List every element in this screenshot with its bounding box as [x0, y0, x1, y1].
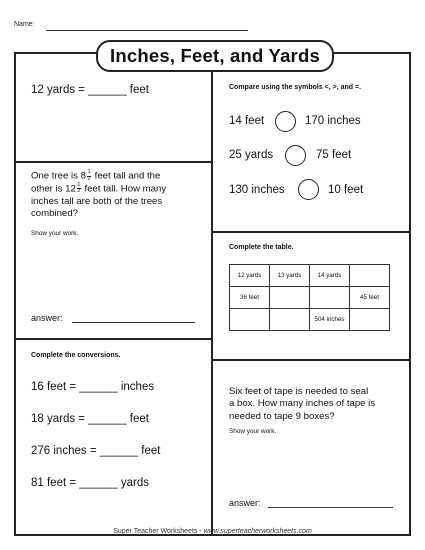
conversions-instruction: Complete the conversions.	[31, 352, 121, 359]
table-cell-blank[interactable]	[350, 265, 390, 287]
tape-show-work: Show your work.	[229, 428, 277, 435]
table-cell-blank[interactable]	[350, 309, 390, 331]
compare-left-3: 130 inches	[229, 184, 285, 196]
tree-fraction-2: $\frac{1}{2}$	[77, 181, 81, 195]
right-divider-1	[211, 231, 411, 233]
compare-right-3: 10 feet	[328, 184, 364, 196]
tree-line4: combined?	[31, 208, 78, 220]
tree-line1-post: feet tall and the	[94, 170, 161, 182]
footer	[0, 528, 425, 535]
table-row	[230, 265, 390, 287]
tree-line2-post: feet tall. How many	[84, 183, 167, 195]
table-cell-blank[interactable]	[270, 287, 310, 309]
name-line[interactable]	[46, 30, 248, 31]
table-cell-blank[interactable]	[310, 287, 350, 309]
table-cell: 504 inches	[310, 309, 350, 331]
compare-circle-2[interactable]	[285, 145, 306, 166]
vertical-divider	[211, 52, 213, 536]
tape-line3: needed to tape 9 boxes?	[229, 410, 335, 422]
table-row	[230, 287, 390, 309]
left-divider-2	[14, 338, 212, 340]
right-divider-2	[211, 359, 411, 361]
tree-fraction-1: $\frac{1}{2}$	[87, 169, 91, 182]
conversion-item-2: 18 yards = ______ feet	[31, 413, 149, 425]
table-cell: 36 feet	[230, 287, 270, 309]
tree-line1-pre: One tree is 8	[31, 170, 86, 182]
tree-line2-pre: other is 12	[31, 183, 76, 195]
tape-answer-label: answer:	[229, 498, 261, 508]
table-cell: 13 yards	[270, 265, 310, 287]
conversion-table	[229, 264, 390, 331]
compare-circle-3[interactable]	[298, 179, 319, 200]
conversion-item-4: 81 feet = ______ yards	[31, 477, 149, 489]
left-divider-1	[14, 161, 212, 163]
table-cell-blank[interactable]	[270, 309, 310, 331]
name-label: Name:	[14, 21, 35, 28]
tape-problem	[229, 386, 407, 423]
table-instruction: Complete the table.	[229, 244, 294, 251]
table-cell: 14 yards	[310, 265, 350, 287]
tape-answer-line[interactable]	[268, 507, 393, 508]
table-cell: 45 feet	[350, 287, 390, 309]
tree-answer-line[interactable]	[72, 322, 195, 323]
tape-line1: Six feet of tape is needed to seal	[229, 386, 369, 397]
page-title: Inches, Feet, and Yards	[96, 40, 334, 72]
tree-problem	[31, 170, 209, 221]
footer-brand: Super Teacher Worksheets -	[113, 528, 204, 535]
table-row	[230, 309, 390, 331]
tree-show-work: Show your work.	[31, 230, 79, 237]
compare-left-2: 25 yards	[229, 149, 274, 161]
tree-line3: inches tall are both of the trees	[31, 195, 163, 207]
compare-right-2: 75 feet	[316, 149, 352, 161]
conversion-item-3: 276 inches = ______ feet	[31, 445, 161, 457]
compare-left-1: 14 feet	[229, 115, 265, 127]
compare-instruction: Compare using the symbols <, >, and =.	[229, 84, 362, 91]
compare-circle-1[interactable]	[275, 111, 296, 132]
tree-answer-label: answer:	[31, 313, 63, 323]
footer-url[interactable]: www.superteacherworksheets.com	[203, 528, 312, 535]
table-cell-blank[interactable]	[230, 309, 270, 331]
q1-text: 12 yards = ______ feet	[31, 84, 149, 96]
conversion-item-1: 16 feet = ______ inches	[31, 381, 155, 393]
compare-right-1: 170 inches	[305, 115, 361, 127]
table-cell: 12 yards	[230, 265, 270, 287]
tape-line2: a box. How many inches of tape is	[229, 398, 376, 410]
